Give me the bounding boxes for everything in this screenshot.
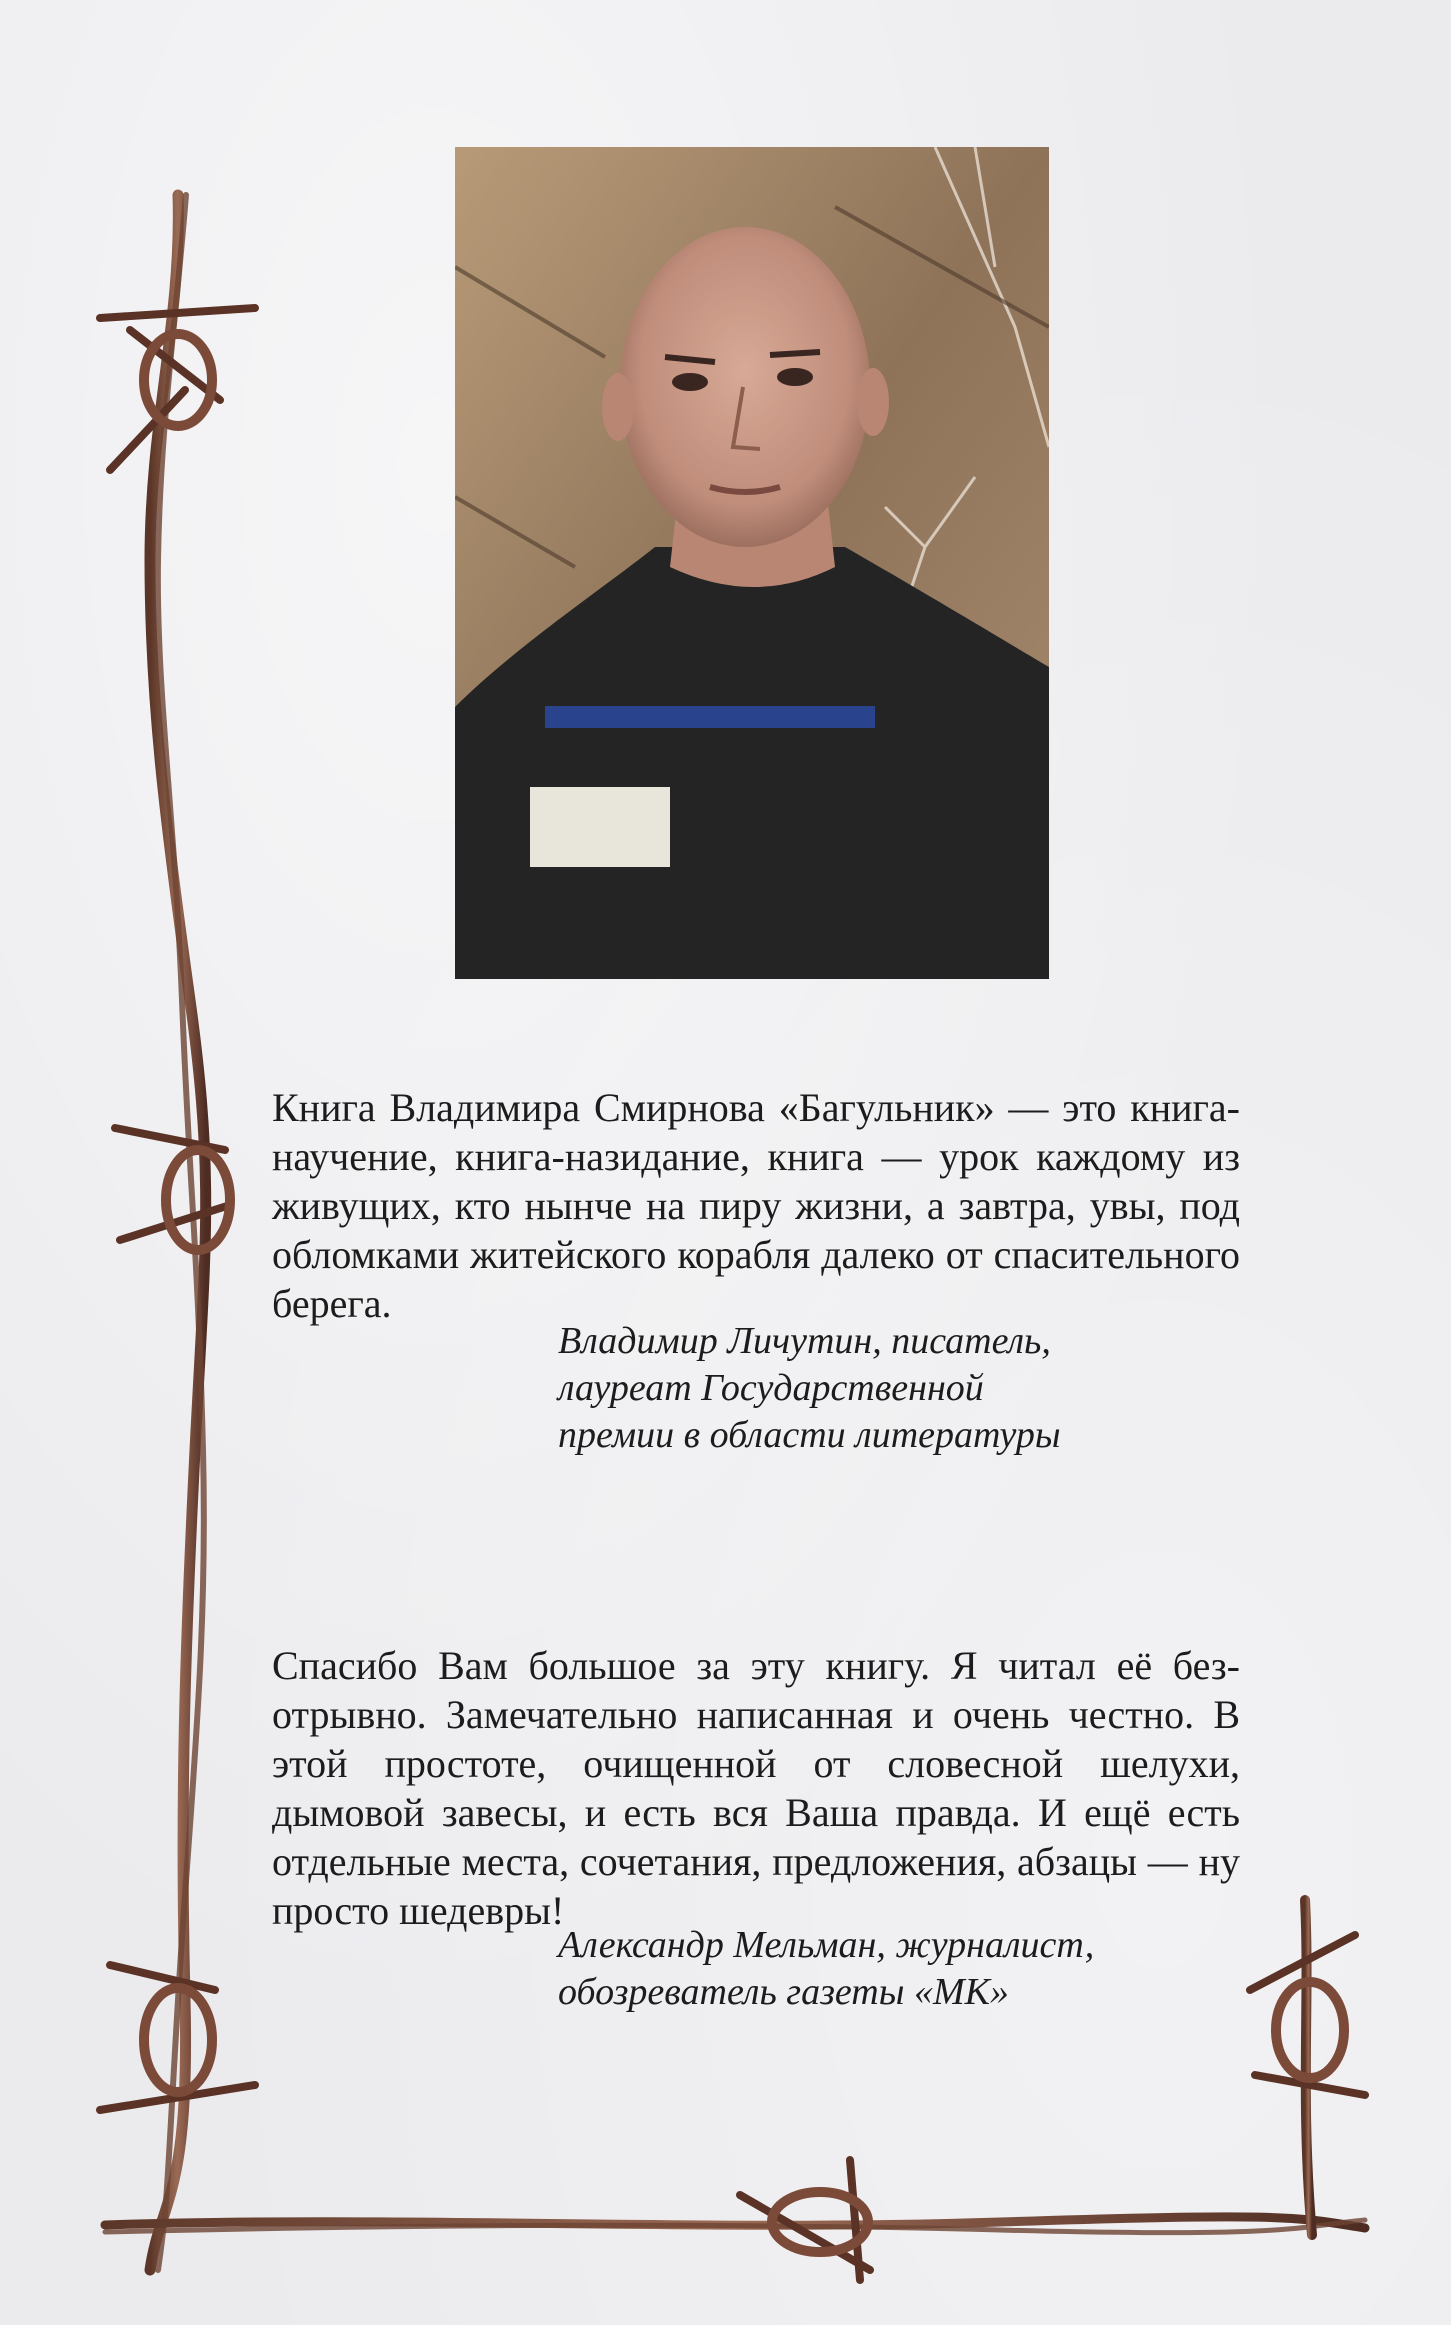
- review-quote-2: Спасибо Вам большое за эту книгу. Я читал её без-отрывно. Замечательно написанная и очень честно. В этой простоте, очищенной от словесной шелухи, дымовой завесы, и есть вся Ваша правда. И ещё есть отдельные места, сочетания, предложения, абзацы — ну просто шедевры!: [272, 1643, 1240, 1933]
- author-portrait-icon: [455, 147, 1049, 979]
- attribution-line: лауреат Государственной: [558, 1367, 984, 1409]
- barb-1: [100, 308, 255, 470]
- author-portrait: [455, 147, 1049, 979]
- attribution-line: Александр Мельман, журналист,: [558, 1924, 1095, 1966]
- review-attribution-2: [558, 1922, 1094, 2016]
- review-attribution-1: [558, 1318, 1061, 1459]
- barb-2: [115, 1128, 230, 1250]
- barb-4: [740, 2160, 870, 2280]
- attribution-line: Владимир Личутин, писатель,: [558, 1320, 1051, 1362]
- attribution-line: премии в области литературы: [558, 1414, 1061, 1456]
- review-quote-1: Книга Владимира Смирнова «Багульник» — это книга-научение, книга-назидание, книга — урок каждому из живущих, кто нынче на пиру жизни, а завтра, увы, под обломками житейского корабля далеко от спасительного берега.: [272, 1085, 1240, 1326]
- attribution-line: обозреватель газеты «МК»: [558, 1971, 1009, 2013]
